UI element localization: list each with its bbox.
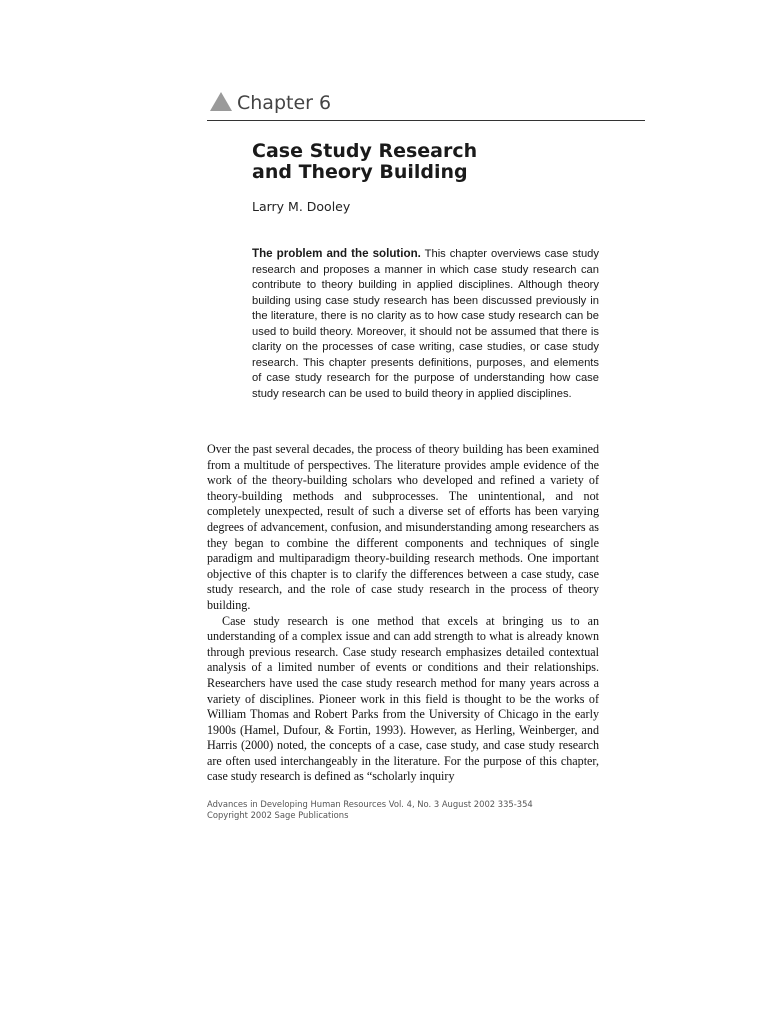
journal-footer <box>207 799 627 821</box>
abstract-text: This chapter overviews case study research and proposes a manner in which case study research can contribute to theory building in applied disciplines. Although theory building using case study research has been discussed previously in the literature, there is no clarity as to how case study research can be used to build theory. Moreover, it should not be assumed that there is clarity on the processes of case writing, case studies, or case study research. This chapter presents definitions, purposes, and elements of case study research for the purpose of understanding how case study research can be used to build theory in applied disciplines. <box>252 248 599 400</box>
triangle-icon <box>210 92 232 111</box>
footer-copyright: Copyright 2002 Sage Publications <box>207 810 349 820</box>
chapter-label: Chapter 6 <box>237 92 332 114</box>
title-line-2: and Theory Building <box>252 161 468 183</box>
author-name: Larry M. Dooley <box>252 199 351 214</box>
abstract <box>252 246 599 402</box>
footer-citation: Advances in Developing Human Resources Vol. 4, No. 3 August 2002 335-354 <box>207 799 533 809</box>
title-line-1: Case Study Research <box>252 140 478 162</box>
body-paragraph-1: Over the past several decades, the process of theory building has been examined from a multitude of perspectives. The literature provides ample evidence of the work of the theory-building scholars who developed and refined a variety of theory-building methods and subprocesses. The unintentional, and not completely unexpected, result of such a diverse set of efforts has been varying degrees of advancement, confusion, and misunderstanding among researchers as they began to combine the different components and techniques of single paradigm and multiparadigm theory-building research methods. One important objective of this chapter is to clarify the differences between a case study, case study research, and the role of case study research in the process of theory building. <box>207 442 599 612</box>
abstract-lead: The problem and the solution. <box>252 247 421 260</box>
body-text <box>207 442 599 785</box>
chapter-header <box>207 90 645 121</box>
body-paragraph-2: Case study research is one method that excels at bringing us to an understanding of a complex issue and can add strength to what is already known through previous research. Case study research emphasizes detailed contextual analysis of a limited number of events or conditions and their relationships. Researchers have used the case study research method for many years across a variety of disciplines. Pioneer work in this field is thought to be the works of William Thomas and Robert Parks from the University of Chicago in the early 1900s (Hamel, Dufour, & Fortin, 1993). However, as Herling, Weinberger, and Harris (2000) noted, the concepts of a case, case study, and case study research are often used interchangeably in the literature. For the purpose of this chapter, case study research is defined as “scholarly inquiry <box>207 613 599 784</box>
article-title <box>252 141 612 183</box>
